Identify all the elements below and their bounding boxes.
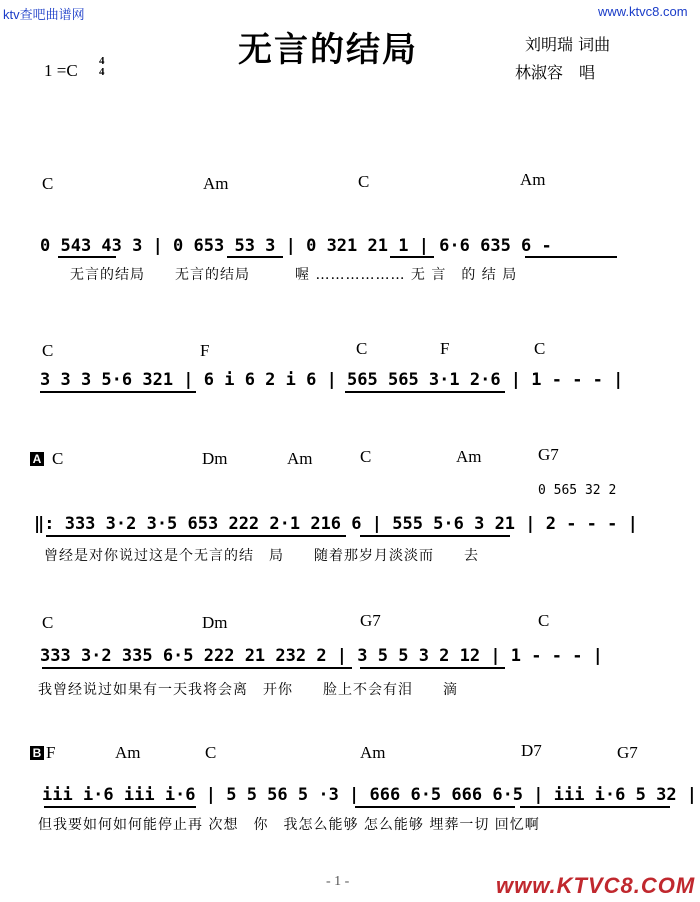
beam <box>46 535 346 537</box>
chord: C <box>42 613 54 632</box>
section-marker-a: A <box>30 452 44 466</box>
beam <box>525 256 617 258</box>
time-sig-top: 4 <box>99 55 105 67</box>
chord: Am <box>360 743 386 762</box>
chord: C <box>358 172 370 191</box>
fill-notation: 0 565 32 2 <box>538 483 617 498</box>
notation-line: 333 3·2 335 6·5 222 21 232 2 | 3 5 5 3 2 12 | 1 - - - | <box>40 646 603 666</box>
time-sig-bottom: 4 <box>99 66 105 78</box>
section-marker-b: B <box>30 746 44 760</box>
chord: F <box>46 743 56 762</box>
notation-line: 0 543 43 3 | 0 653 53 3 | 0 321 21 1 | 6·6 635 6 - <box>40 236 552 256</box>
chord: C <box>52 449 64 468</box>
notation-line: ‖: 333 3·2 3·5 653 222 2·1 216 6 | 555 5·6 3 21 | 2 - - - | <box>34 514 638 534</box>
chord: Am <box>520 170 546 189</box>
lyrics-line: 但我要如何如何能停止再 次想 你 我怎么能够 怎么能够 埋葬一切 回忆啊 <box>38 817 540 833</box>
chord: F <box>440 339 450 358</box>
chord: Am <box>115 743 141 762</box>
chord: Dm <box>202 449 228 468</box>
watermark-top-left: ktv查吧曲谱网 <box>3 7 85 22</box>
chord: C <box>534 339 546 358</box>
beam <box>40 391 196 393</box>
beam <box>360 667 505 669</box>
chord: C <box>356 339 368 358</box>
beam <box>355 806 515 808</box>
chord: C <box>42 341 54 360</box>
chord: C <box>538 611 550 630</box>
lyrics-line: 曾经是对你说过这是个无言的结 局 随着那岁月淡淡而 去 <box>44 548 479 564</box>
lyrics-line: 我曾经说过如果有一天我将会离 开你 脸上不会有泪 滴 <box>38 682 458 698</box>
beam <box>520 806 670 808</box>
chord: Dm <box>202 613 228 632</box>
beam <box>227 256 283 258</box>
watermark-top-right: www.ktvc8.com <box>598 4 688 19</box>
lyrics-line: 无言的结局 无言的结局 喔 ……………… 无 言 的 结 局 <box>70 267 518 283</box>
chord: Am <box>287 449 313 468</box>
chord: Am <box>203 174 229 193</box>
chord: F <box>200 341 210 360</box>
page-number: - 1 - <box>326 874 350 889</box>
chord: Am <box>456 447 482 466</box>
singer-credit: 林淑容 唱 <box>515 63 596 82</box>
key-signature: 1 =C <box>44 61 78 80</box>
chord: C <box>205 743 217 762</box>
lyricist-composer: 刘明瑞 词曲 <box>525 35 611 54</box>
chord: C <box>42 174 54 193</box>
beam <box>44 806 196 808</box>
beam <box>58 256 116 258</box>
chord: D7 <box>521 741 542 760</box>
beam <box>360 535 510 537</box>
chord: C <box>360 447 372 466</box>
beam <box>42 667 352 669</box>
watermark-logo: www.KTVC8.COM <box>496 873 696 898</box>
notation-line: iii i·6 iii i·6 | 5 5 56 5 ·3 | 666 6·5 666 6·5 | iii i·6 5 32 | <box>42 785 698 805</box>
chord: G7 <box>538 445 559 464</box>
chord: G7 <box>617 743 638 762</box>
notation-line: 3 3 3 5·6 321 | 6 i 6 2 i 6 | 565 565 3·1 2·6 | 1 - - - | <box>40 370 624 390</box>
chord: G7 <box>360 611 381 630</box>
song-title: 无言的结局 <box>238 30 418 70</box>
time-signature <box>99 56 105 78</box>
beam <box>345 391 505 393</box>
beam <box>390 256 434 258</box>
